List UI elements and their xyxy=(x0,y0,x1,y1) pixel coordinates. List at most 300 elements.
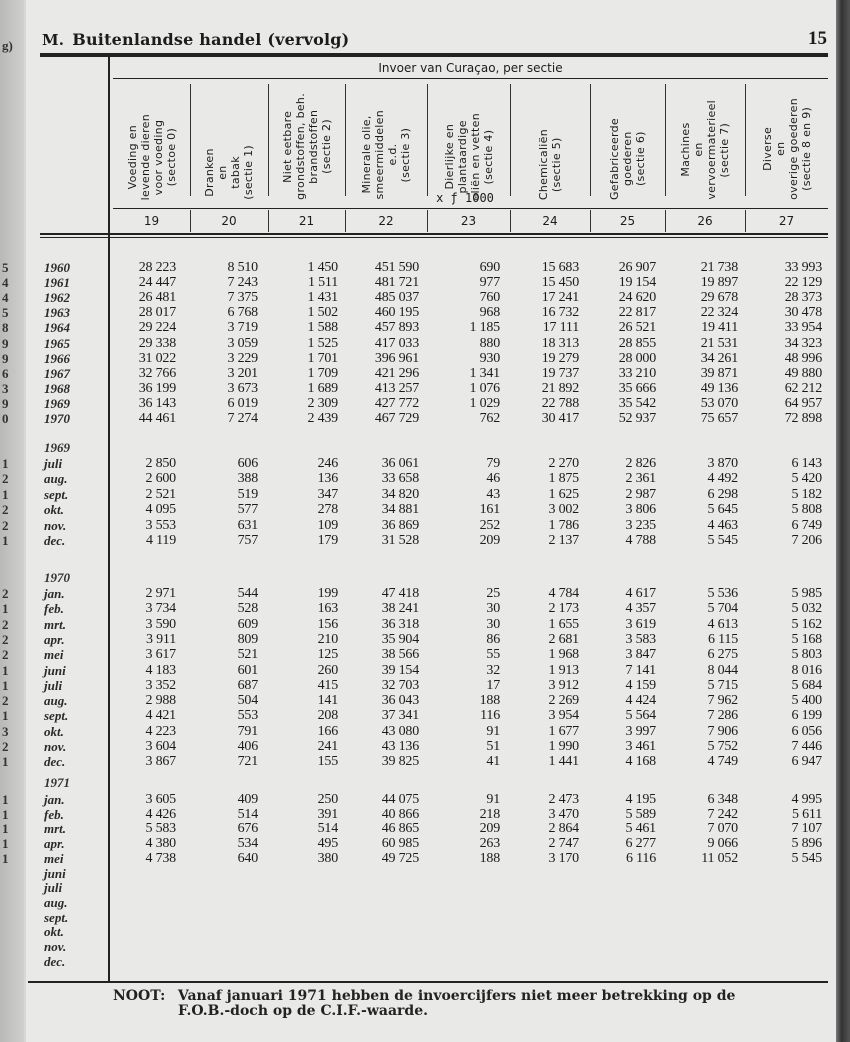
cell-value: 5 589 xyxy=(625,806,656,822)
column-header-line: Minerale olie, xyxy=(360,116,373,195)
cell-value: 156 xyxy=(317,616,338,632)
cell-value: 7 070 xyxy=(707,821,738,837)
cell-value: 116 xyxy=(480,708,500,724)
cell-value: 534 xyxy=(237,836,258,852)
cell-value: 3 912 xyxy=(548,677,579,693)
cell-value: 347 xyxy=(317,486,338,502)
cell-value: 4 738 xyxy=(145,850,176,866)
edge-fragment: 1 xyxy=(2,821,9,837)
column-header-line: tabak xyxy=(229,156,242,189)
cell-value: 2 988 xyxy=(145,693,176,709)
table-row xyxy=(0,792,850,807)
cell-value: 409 xyxy=(237,792,258,807)
section-letter: M. xyxy=(42,31,65,49)
cell-value: 91 xyxy=(486,792,500,807)
column-header-27 xyxy=(745,82,828,200)
cell-value: 3 201 xyxy=(227,365,258,381)
table-row xyxy=(0,320,850,335)
table-row xyxy=(0,487,850,502)
column-header-text xyxy=(761,98,813,200)
cell-value: 34 261 xyxy=(700,350,738,366)
column-number: 22 xyxy=(378,214,394,228)
cell-value: 31 528 xyxy=(381,533,419,548)
cell-value: 79 xyxy=(486,456,500,471)
cell-value: 3 673 xyxy=(227,380,258,396)
cell-value: 3 719 xyxy=(227,320,258,336)
cell-value: 2 137 xyxy=(548,533,579,548)
edge-fragment: 1 xyxy=(2,486,9,502)
cell-value: 5 611 xyxy=(792,806,822,822)
cell-value: 427 772 xyxy=(374,395,419,411)
cell-value: 1 185 xyxy=(469,320,500,336)
cell-value: 252 xyxy=(479,517,500,533)
cell-value: 31 022 xyxy=(138,350,176,366)
cell-value: 1 677 xyxy=(548,723,579,739)
table-row xyxy=(0,471,850,486)
note-line-1: Vanaf januari 1971 hebben de invoercijfers niet meer betrekking op de xyxy=(177,988,736,1004)
cell-value: 34 323 xyxy=(784,335,822,351)
cell-value: 528 xyxy=(237,601,258,617)
row-label: 1961 xyxy=(44,275,70,291)
cell-value: 5 564 xyxy=(625,708,656,724)
cell-value: 209 xyxy=(479,533,500,548)
cell-value: 40 866 xyxy=(381,806,419,822)
row-label: 1963 xyxy=(44,305,70,321)
cell-value: 4 617 xyxy=(625,586,656,601)
cell-value: 3 954 xyxy=(548,708,579,724)
edge-fragment: 1 xyxy=(2,677,9,693)
cell-value: 2 747 xyxy=(548,836,579,852)
edge-fragment: 4 xyxy=(2,290,9,306)
column-header-line: voor voeding xyxy=(151,119,165,195)
title-text: Buitenlandse handel (vervolg) xyxy=(72,30,350,49)
cell-value: 21 531 xyxy=(700,335,738,351)
cell-value: 7 243 xyxy=(227,275,258,291)
cell-value: 4 424 xyxy=(625,693,656,709)
row-label: jan. xyxy=(44,792,65,807)
cell-value: 3 170 xyxy=(548,850,579,866)
cell-value: 5 182 xyxy=(791,486,822,502)
row-label: 1964 xyxy=(44,320,70,336)
cell-value: 1 786 xyxy=(548,517,579,533)
cell-value: 968 xyxy=(479,305,500,321)
cell-value: 32 766 xyxy=(138,365,176,381)
edge-fragment: 2 xyxy=(2,647,9,663)
cell-value: 208 xyxy=(317,708,338,724)
table-row xyxy=(0,502,850,517)
column-header-line: overige goederen xyxy=(786,98,800,200)
column-header-26 xyxy=(665,82,745,200)
row-label: sept. xyxy=(44,909,69,925)
cell-value: 1 709 xyxy=(307,365,338,381)
table-row xyxy=(0,456,850,471)
cell-value: 5 645 xyxy=(707,502,738,518)
cell-value: 28 000 xyxy=(618,350,656,366)
cell-value: 514 xyxy=(237,806,258,822)
cell-value: 721 xyxy=(237,754,258,770)
cell-value: 33 210 xyxy=(618,365,656,381)
cell-value: 32 703 xyxy=(381,677,419,693)
cell-value: 35 666 xyxy=(618,380,656,396)
cell-value: 29 224 xyxy=(138,320,176,336)
cell-value: 417 033 xyxy=(374,335,419,351)
table-row xyxy=(0,866,850,881)
cell-value: 39 871 xyxy=(700,365,738,381)
cell-value: 29 678 xyxy=(700,290,738,306)
cell-value: 19 411 xyxy=(701,320,738,336)
table-row xyxy=(0,821,850,836)
table-row xyxy=(0,586,850,601)
cell-value: 4 613 xyxy=(707,616,738,632)
table-row xyxy=(0,290,850,305)
cell-value: 762 xyxy=(479,411,500,426)
cell-value: 26 481 xyxy=(138,290,176,306)
cell-value: 161 xyxy=(479,502,500,518)
edge-fragment: 5 xyxy=(2,260,9,275)
cell-value: 136 xyxy=(317,471,338,487)
column-number: 20 xyxy=(221,214,237,228)
column-number: 21 xyxy=(298,214,315,228)
page-number: 15 xyxy=(808,28,827,49)
cell-value: 29 338 xyxy=(138,335,176,351)
row-label: aug. xyxy=(44,471,68,487)
unit-label: x ƒ 1000 xyxy=(436,191,494,205)
cell-value: 467 729 xyxy=(374,411,419,426)
cell-value: 930 xyxy=(479,350,500,366)
cell-value: 209 xyxy=(479,821,500,837)
table-row xyxy=(0,647,850,662)
edge-fragment: 1 xyxy=(2,836,9,852)
row-label: aug. xyxy=(44,693,68,709)
column-number: 27 xyxy=(778,214,795,228)
table-row xyxy=(0,260,850,275)
cell-value: 5 461 xyxy=(625,821,656,837)
cell-value: 17 241 xyxy=(541,290,579,306)
cell-value: 3 806 xyxy=(625,502,656,518)
row-label: juli xyxy=(44,880,63,896)
cell-value: 504 xyxy=(237,693,258,709)
table-row xyxy=(0,275,850,290)
edge-fragment: 2 xyxy=(2,586,9,601)
column-header-23 xyxy=(427,82,510,200)
cell-value: 413 257 xyxy=(374,380,419,396)
column-header-text xyxy=(203,145,255,200)
row-label: dec. xyxy=(44,953,66,969)
table-row xyxy=(0,366,850,381)
cell-value: 72 898 xyxy=(784,411,822,426)
column-number: 26 xyxy=(697,214,713,228)
cell-value: 3 997 xyxy=(625,723,656,739)
cell-value: 6 143 xyxy=(791,456,822,471)
edge-fragment: 4 xyxy=(2,275,9,291)
cell-value: 7 107 xyxy=(791,821,822,837)
column-header-21 xyxy=(268,82,345,200)
cell-value: 38 241 xyxy=(381,601,419,617)
cell-value: 1 511 xyxy=(308,275,338,291)
edge-fragment: g) xyxy=(2,38,13,53)
cell-value: 1 968 xyxy=(548,647,579,663)
cell-value: 30 xyxy=(486,601,500,617)
cell-value: 5 545 xyxy=(707,533,738,548)
cell-value: 631 xyxy=(237,517,258,533)
cell-value: 52 937 xyxy=(618,411,656,426)
row-label: juni xyxy=(44,865,66,881)
column-header-line: Niet eetbare xyxy=(280,110,294,183)
cell-value: 809 xyxy=(237,631,258,647)
cell-value: 28 223 xyxy=(138,260,176,275)
cell-value: 391 xyxy=(317,806,338,822)
cell-value: 415 xyxy=(317,677,338,693)
cell-value: 19 279 xyxy=(541,350,579,366)
cell-value: 1 990 xyxy=(548,739,579,754)
cell-value: 5 583 xyxy=(145,821,176,837)
row-label: mei xyxy=(44,850,64,866)
cell-value: 246 xyxy=(317,456,338,471)
edge-fragment: 1 xyxy=(2,708,9,724)
table-row xyxy=(0,954,850,969)
cell-value: 3 604 xyxy=(145,739,176,754)
cell-value: 22 324 xyxy=(700,305,738,321)
cell-value: 1 525 xyxy=(307,335,338,351)
cell-value: 7 375 xyxy=(227,290,258,306)
row-label: 1960 xyxy=(44,260,70,275)
cell-value: 2 361 xyxy=(625,471,656,487)
cell-value: 406 xyxy=(237,739,258,754)
column-header-line: (sectie 7) xyxy=(718,122,731,178)
cell-value: 19 737 xyxy=(541,365,579,381)
cell-value: 1 076 xyxy=(469,380,500,396)
row-label: nov. xyxy=(44,939,67,954)
cell-value: 28 855 xyxy=(618,335,656,351)
table-row xyxy=(0,880,850,895)
column-header-line: smeermiddelen xyxy=(373,110,386,200)
cell-value: 62 212 xyxy=(784,380,822,396)
table-row xyxy=(0,836,850,851)
cell-value: 15 683 xyxy=(541,260,579,275)
super-header-rule xyxy=(113,78,828,79)
row-label: 1966 xyxy=(44,350,70,366)
column-header-line: Machines xyxy=(679,123,692,178)
cell-value: 421 296 xyxy=(374,365,419,381)
column-header-line: Diverse xyxy=(760,127,774,172)
cell-value: 5 803 xyxy=(791,647,822,663)
edge-fragment: 1 xyxy=(2,754,9,770)
cell-value: 6 947 xyxy=(791,754,822,770)
cell-value: 396 961 xyxy=(374,350,419,366)
edge-fragment: 9 xyxy=(2,395,9,411)
bottom-rule xyxy=(28,981,828,983)
cell-value: 6 298 xyxy=(707,486,738,502)
row-label: aug. xyxy=(44,894,68,910)
cell-value: 8 510 xyxy=(227,260,258,275)
cell-value: 3 605 xyxy=(145,792,176,807)
column-header-line: (sectie 4) xyxy=(481,128,495,184)
column-header-line: (sectie 2) xyxy=(319,119,333,174)
table-row xyxy=(0,693,850,708)
cell-value: 36 143 xyxy=(138,395,176,411)
cell-value: 30 478 xyxy=(784,305,822,321)
cell-value: 21 892 xyxy=(541,380,579,396)
table-row xyxy=(0,851,850,866)
cell-value: 250 xyxy=(317,792,338,807)
row-label: sept. xyxy=(44,708,69,724)
cell-value: 388 xyxy=(237,471,258,487)
row-label: 1965 xyxy=(44,335,70,351)
cell-value: 19 154 xyxy=(618,275,656,291)
column-header-line: en xyxy=(216,165,229,180)
row-label: feb. xyxy=(44,601,64,617)
cell-value: 4 784 xyxy=(548,586,579,601)
cell-value: 24 620 xyxy=(618,290,656,306)
column-header-line: oliën en vetten xyxy=(468,112,482,200)
cell-value: 278 xyxy=(317,502,338,518)
column-header-text xyxy=(679,100,731,200)
cell-value: 241 xyxy=(317,739,338,754)
cell-value: 28 373 xyxy=(784,290,822,306)
column-header-line: levende dieren xyxy=(138,113,152,200)
row-label: okt. xyxy=(44,723,64,739)
cell-value: 1 655 xyxy=(548,616,579,632)
cell-value: 39 154 xyxy=(381,662,419,678)
cell-value: 757 xyxy=(237,533,258,548)
edge-fragment: 1 xyxy=(2,806,9,822)
table-row xyxy=(0,533,850,548)
cell-value: 35 542 xyxy=(618,395,656,411)
table-row xyxy=(0,708,850,723)
cell-value: 2 173 xyxy=(548,601,579,617)
table-row xyxy=(0,807,850,822)
cell-value: 49 136 xyxy=(700,380,738,396)
row-label: okt. xyxy=(44,924,64,940)
cell-value: 16 732 xyxy=(541,305,579,321)
cell-value: 5 985 xyxy=(791,586,822,601)
top-rule xyxy=(40,53,828,57)
cell-value: 86 xyxy=(486,631,500,647)
cell-value: 9 066 xyxy=(707,836,738,852)
cell-value: 3 235 xyxy=(625,517,656,533)
edge-fragment: 3 xyxy=(2,380,9,396)
cell-value: 3 470 xyxy=(548,806,579,822)
edge-fragment: 9 xyxy=(2,350,9,366)
cell-value: 4 749 xyxy=(707,754,738,770)
cell-value: 3 583 xyxy=(625,631,656,647)
cell-value: 47 418 xyxy=(381,586,419,601)
row-label: juni xyxy=(44,662,66,678)
cell-value: 8 044 xyxy=(707,662,738,678)
cell-value: 46 865 xyxy=(381,821,419,837)
cell-value: 3 352 xyxy=(145,677,176,693)
cell-value: 544 xyxy=(237,586,258,601)
table-row xyxy=(0,518,850,533)
column-header-rule xyxy=(113,208,828,209)
cell-value: 5 684 xyxy=(791,677,822,693)
cell-value: 6 116 xyxy=(626,850,656,866)
table-row xyxy=(0,678,850,693)
cell-value: 1 625 xyxy=(548,486,579,502)
cell-value: 3 002 xyxy=(548,502,579,518)
cell-value: 3 461 xyxy=(625,739,656,754)
cell-value: 4 168 xyxy=(625,754,656,770)
cell-value: 21 738 xyxy=(700,260,738,275)
column-header-text xyxy=(126,114,178,200)
cell-value: 43 xyxy=(486,486,500,502)
cell-value: 43 136 xyxy=(381,739,419,754)
cell-value: 18 313 xyxy=(541,335,579,351)
column-header-line: grondstoffen, beh. xyxy=(293,93,307,200)
cell-value: 7 274 xyxy=(227,411,258,426)
column-number: 19 xyxy=(143,214,160,228)
cell-value: 1 913 xyxy=(548,662,579,678)
cell-value: 218 xyxy=(479,806,500,822)
column-header-line: (sectie 1) xyxy=(242,145,255,200)
column-header-line: e.d. xyxy=(386,144,399,167)
cell-value: 2 309 xyxy=(307,395,338,411)
cell-value: 41 xyxy=(486,754,500,770)
cell-value: 2 971 xyxy=(145,586,176,601)
cell-value: 163 xyxy=(317,601,338,617)
note-line-2: F.O.B.-doch op de C.I.F.-waarde. xyxy=(178,1003,428,1019)
cell-value: 1 588 xyxy=(307,320,338,336)
cell-value: 3 617 xyxy=(145,647,176,663)
row-label: okt. xyxy=(44,502,64,518)
edge-fragment: 2 xyxy=(2,517,9,533)
edge-fragment: 2 xyxy=(2,502,9,518)
column-header-line: (sectie 3) xyxy=(399,127,412,183)
row-label: 1967 xyxy=(44,365,70,381)
table-row xyxy=(0,601,850,616)
column-header-line: (sectie 8 en 9) xyxy=(799,107,813,192)
column-header-line: (sectie 5) xyxy=(550,137,563,192)
page-title xyxy=(42,30,349,49)
cell-value: 609 xyxy=(237,616,258,632)
cell-value: 30 xyxy=(486,616,500,632)
edge-fragment: 2 xyxy=(2,739,9,754)
cell-value: 519 xyxy=(237,486,258,502)
cell-value: 19 897 xyxy=(700,275,738,291)
table-row xyxy=(0,336,850,351)
cell-value: 263 xyxy=(479,836,500,852)
cell-value: 125 xyxy=(317,647,338,663)
row-label: dec. xyxy=(44,754,66,770)
row-label: jan. xyxy=(44,586,65,601)
column-header-text xyxy=(360,110,412,200)
cell-value: 109 xyxy=(317,517,338,533)
edge-fragment: 1 xyxy=(2,792,9,807)
cell-value: 4 357 xyxy=(625,601,656,617)
cell-value: 4 095 xyxy=(145,502,176,518)
column-header-line: plantaardige xyxy=(455,119,469,193)
column-header-line: (sectie 6) xyxy=(634,131,647,187)
cell-value: 760 xyxy=(479,290,500,306)
note-label: NOOT: xyxy=(113,988,166,1004)
column-header-text xyxy=(443,113,495,200)
cell-value: 4 223 xyxy=(145,723,176,739)
cell-value: 6 199 xyxy=(791,708,822,724)
cell-value: 36 318 xyxy=(381,616,419,632)
cell-value: 35 904 xyxy=(381,631,419,647)
header-bottom-rule-2 xyxy=(40,237,828,238)
cell-value: 46 xyxy=(486,471,500,487)
edge-fragment: 2 xyxy=(2,631,9,647)
cell-value: 55 xyxy=(486,647,500,663)
cell-value: 6 277 xyxy=(625,836,656,852)
cell-value: 4 380 xyxy=(145,836,176,852)
edge-fragment: 6 xyxy=(2,365,9,381)
cell-value: 37 341 xyxy=(381,708,419,724)
cell-value: 676 xyxy=(237,821,258,837)
cell-value: 17 111 xyxy=(542,320,579,336)
edge-fragment: 1 xyxy=(2,533,9,548)
